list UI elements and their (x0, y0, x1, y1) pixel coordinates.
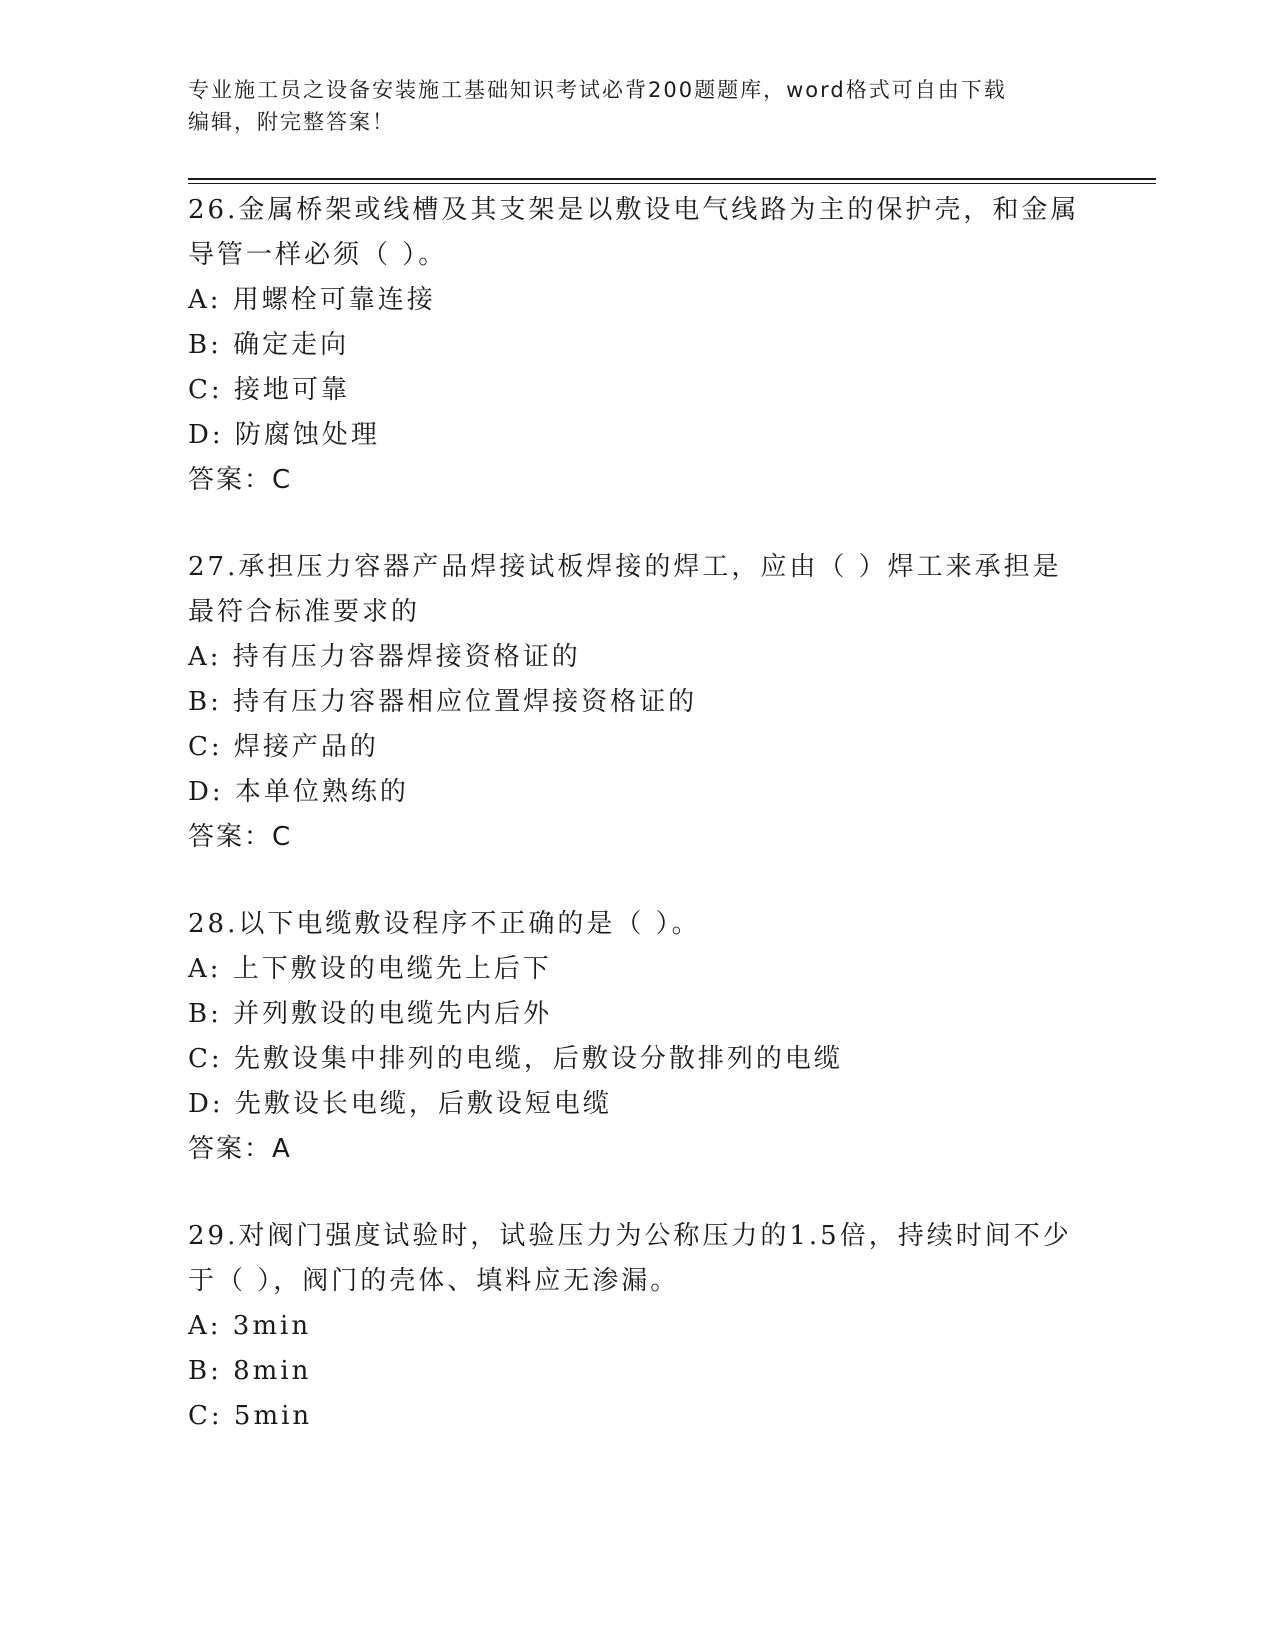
question-stem-line-1: 29.对阀门强度试验时，试验压力为公称压力的1.5倍，持续时间不少 (188, 1221, 1072, 1251)
question-28 (188, 902, 1088, 1172)
question-29 (188, 1214, 1088, 1439)
header-line-1: 专业施工员之设备安装施工基础知识考试必背200题题库，word格式可自由下载 (188, 78, 1007, 102)
option-c: C: 焊接产品的 (188, 732, 379, 762)
option-b: B: 并列敷设的电缆先内后外 (188, 999, 553, 1029)
option-a: A: 3min (188, 1311, 312, 1341)
header-line-2: 编辑，附完整答案！ (188, 110, 395, 134)
document-header (188, 74, 1068, 138)
option-b: B: 持有压力容器相应位置焊接资格证的 (188, 687, 698, 717)
option-c: C: 先敷设集中排列的电缆，后敷设分散排列的电缆 (188, 1044, 843, 1074)
question-stem-line-1: 28.以下电缆敷设程序不正确的是（ ）。 (188, 909, 701, 939)
option-a: A: 用螺栓可靠连接 (188, 285, 436, 315)
answer-line: 答案：A (188, 1134, 292, 1164)
option-c: C: 5min (188, 1401, 313, 1431)
answer-line: 答案：C (188, 465, 293, 495)
header-divider-thin (188, 183, 1156, 184)
option-d: D: 本单位熟练的 (188, 777, 409, 807)
option-a: A: 上下敷设的电缆先上后下 (188, 954, 552, 984)
option-b: B: 确定走向 (188, 330, 350, 360)
question-stem-line-2: 导管一样必须（ ）。 (188, 240, 448, 270)
question-26 (188, 188, 1088, 503)
question-list (188, 188, 1088, 1481)
question-27 (188, 545, 1088, 860)
option-a: A: 持有压力容器焊接资格证的 (188, 642, 581, 672)
option-d: D: 先敷设长电缆，后敷设短电缆 (188, 1089, 612, 1119)
option-b: B: 8min (188, 1356, 312, 1386)
question-stem-line-2: 于（ ），阀门的壳体、填料应无渗漏。 (188, 1266, 680, 1296)
question-stem-line-2: 最符合标准要求的 (188, 597, 421, 627)
question-stem-line-1: 27.承担压力容器产品焊接试板焊接的焊工，应由（ ）焊工来承担是 (188, 552, 1062, 582)
answer-line: 答案：C (188, 822, 293, 852)
option-c: C: 接地可靠 (188, 375, 350, 405)
option-d: D: 防腐蚀处理 (188, 420, 380, 450)
question-stem-line-1: 26.金属桥架或线槽及其支架是以敷设电气线路为主的保护壳，和金属 (188, 195, 1080, 225)
header-divider-thick (188, 178, 1156, 180)
